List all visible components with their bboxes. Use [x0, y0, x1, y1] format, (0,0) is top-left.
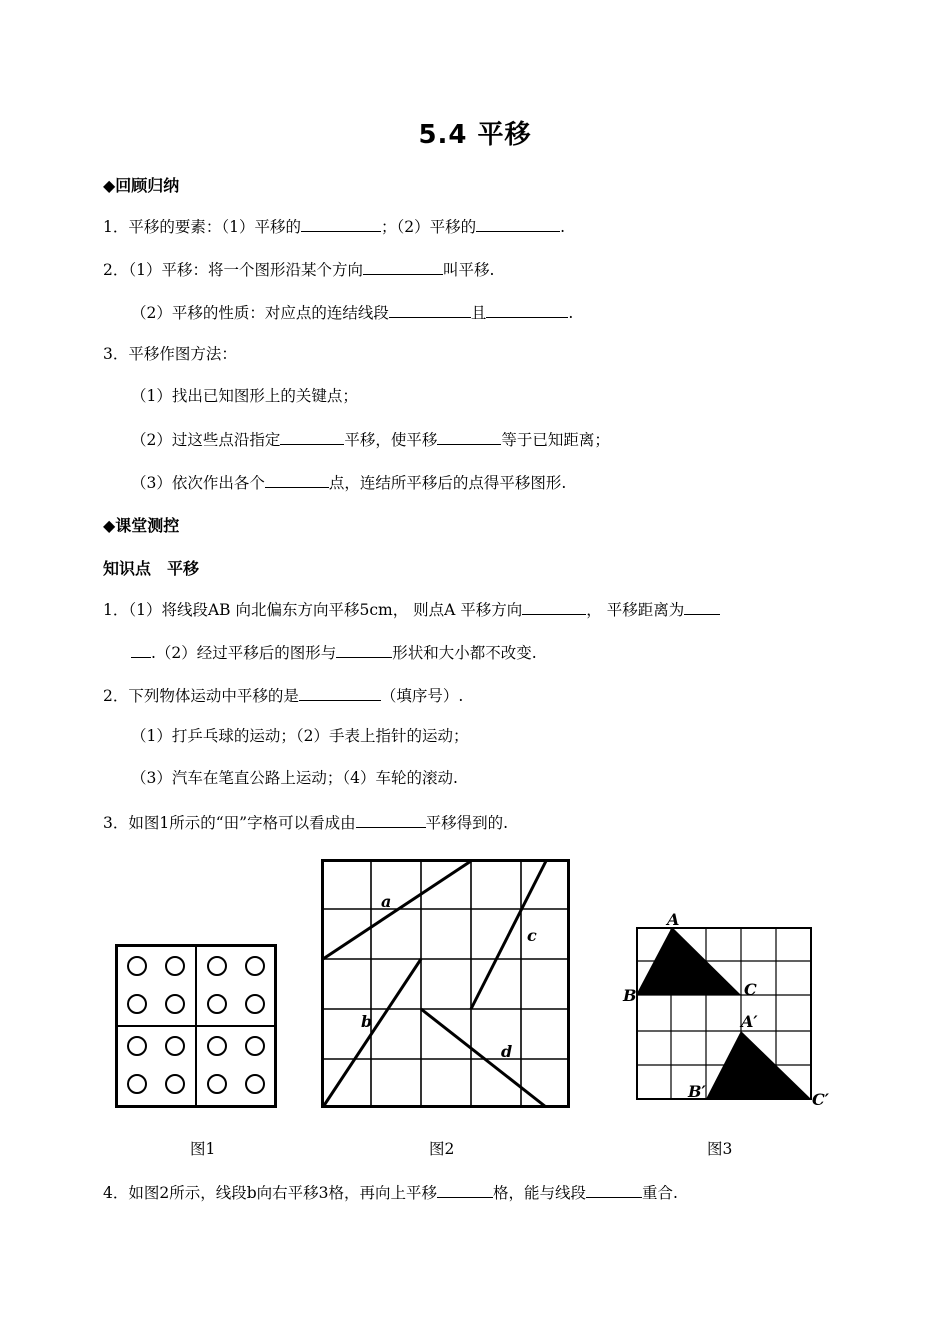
- point-b-label: B: [623, 986, 637, 1005]
- class-q3-text-a: 3．如图1所示的“田”字格可以看成由: [103, 814, 356, 832]
- class-q4-text-c: 重合.: [642, 1184, 678, 1202]
- answer-blank[interactable]: [522, 598, 586, 615]
- figure-1-caption: 图1: [190, 1140, 216, 1158]
- figure-2-segments-grid: [321, 859, 571, 1109]
- point-a1-label: A′: [741, 1012, 758, 1031]
- review-q2b-text-a: （2）平移的性质：对应点的连结线段: [131, 304, 389, 322]
- review-q1-text-a: 1．平移的要素：（1）平移的: [103, 218, 301, 236]
- class-q2b: （3）汽车在笔直公路上运动；（4）车轮的滚动.: [131, 769, 458, 787]
- class-q1a-text-b: ， 平移距离为: [586, 601, 685, 619]
- segment-c-label: c: [527, 926, 537, 945]
- review-q2a-text-b: 叫平移.: [442, 261, 495, 279]
- review-q3a: （1）找出已知图形上的关键点；: [131, 387, 358, 405]
- point-a-label: A: [667, 910, 680, 929]
- section-review-heading: ◆回顾归纳: [103, 176, 180, 195]
- class-q2: [103, 684, 463, 706]
- figure-1-tian-grid: [115, 944, 277, 1108]
- answer-blank[interactable]: [486, 301, 568, 318]
- point-c1-label: C′: [812, 1090, 829, 1109]
- answer-blank[interactable]: [684, 598, 720, 615]
- class-q2a: （1）打乒乓球的运动；（2）手表上指针的运动；: [131, 727, 469, 745]
- figure-3-labels: [620, 905, 840, 1115]
- point-c-label: C: [744, 980, 757, 999]
- segment-b-label: b: [361, 1012, 373, 1031]
- section-class-heading: ◆课堂测控: [103, 516, 180, 535]
- class-q4-text-a: 4．如图2所示，线段b向右平移3格，再向上平移: [103, 1184, 438, 1202]
- point-b1-label: B′: [688, 1082, 706, 1101]
- segment-d: [421, 1009, 546, 1107]
- class-q1b-text-b: 形状和大小都不改变.: [392, 644, 537, 662]
- answer-blank[interactable]: [363, 258, 443, 275]
- review-q3: 3．平移作图方法：: [103, 345, 237, 363]
- review-q1-text-c: .: [560, 218, 566, 236]
- segment-a: [323, 861, 471, 959]
- review-q1-text-b: ；（2）平移的: [380, 218, 477, 236]
- answer-blank[interactable]: [301, 215, 381, 232]
- class-q1a-text-a: 1．（1）将线段AB 向北偏东方向平移5cm， 则点A 平移方向: [103, 601, 523, 619]
- review-q3c-text-a: （3）依次作出各个: [131, 474, 265, 492]
- figure-2-caption: 图2: [429, 1140, 455, 1158]
- answer-blank[interactable]: [336, 641, 392, 658]
- review-q2b: [131, 301, 573, 323]
- answer-blank[interactable]: [131, 641, 151, 658]
- review-q3c: [131, 471, 566, 493]
- answer-blank[interactable]: [586, 1181, 642, 1198]
- answer-blank[interactable]: [280, 428, 344, 445]
- class-q1b: [131, 641, 537, 663]
- answer-blank[interactable]: [437, 1181, 493, 1198]
- class-q1a: [103, 598, 720, 620]
- class-q2-text-b: （填序号）.: [380, 687, 464, 705]
- review-q2a-text-a: 2．（1）平移：将一个图形沿某个方向: [103, 261, 363, 279]
- class-q3: [103, 811, 508, 833]
- segment-d-label: d: [501, 1042, 513, 1061]
- class-q2-text-a: 2．下列物体运动中平移的是: [103, 687, 299, 705]
- review-q3b-text-b: 平移，使平移: [344, 431, 438, 449]
- review-q2b-text-c: .: [568, 304, 574, 322]
- page-title: 5.4 平移: [418, 120, 532, 150]
- knowledge-point-heading: 知识点 平移: [103, 559, 200, 578]
- class-q3-text-b: 平移得到的.: [425, 814, 509, 832]
- figure-3-caption: 图3: [707, 1140, 733, 1158]
- class-q4: [103, 1181, 678, 1203]
- review-q3c-text-b: 点，连结所平移后的点得平移图形.: [328, 474, 567, 492]
- review-q3b-text-a: （2）过这些点沿指定: [131, 431, 281, 449]
- review-q3b: [131, 428, 610, 450]
- segment-b: [323, 959, 421, 1107]
- review-q2b-text-b: 且: [470, 304, 487, 322]
- review-q1: [103, 215, 565, 237]
- segment-a-label: a: [381, 892, 392, 911]
- answer-blank[interactable]: [476, 215, 560, 232]
- review-q3b-text-c: 等于已知距离；: [501, 431, 610, 449]
- class-q4-text-b: 格，能与线段: [493, 1184, 587, 1202]
- answer-blank[interactable]: [356, 811, 426, 828]
- class-q1b-text-a: .（2）经过平移后的图形与: [151, 644, 337, 662]
- answer-blank[interactable]: [389, 301, 471, 318]
- review-q2a: [103, 258, 494, 280]
- answer-blank[interactable]: [299, 684, 381, 701]
- answer-blank[interactable]: [265, 471, 329, 488]
- answer-blank[interactable]: [437, 428, 501, 445]
